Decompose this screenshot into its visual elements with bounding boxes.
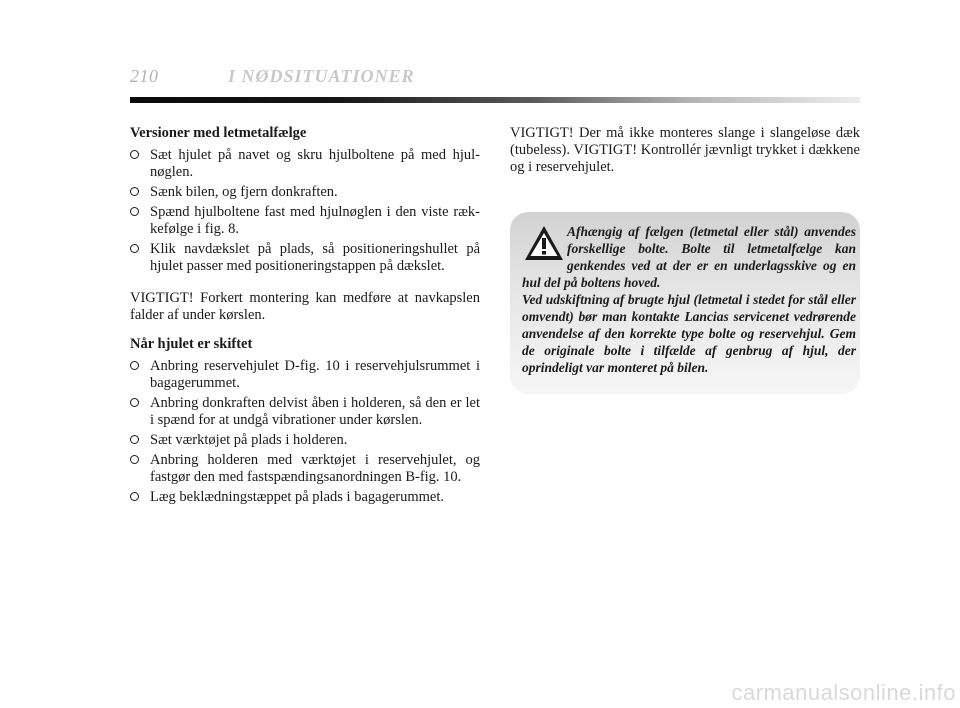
left-column <box>130 125 480 509</box>
list-item <box>130 452 480 486</box>
list-item-text: Sæt værktøjet på plads i holderen. <box>150 432 348 448</box>
circle-bullet-icon <box>130 435 139 444</box>
important-note-tubeless: VIGTIGT! Der må ikke monteres slange i slangeløse dæk (tubeless). VIGTIGT! Kontrollér jævnligt trykket i dækkene og i reservehjulet. <box>510 125 860 175</box>
list-item-text: Sæt hjulet på navet og skru hjulboltene på med hjulnøglen. <box>150 147 480 180</box>
list-item <box>130 489 480 506</box>
circle-bullet-icon <box>130 455 139 464</box>
heading-alloy-versions: Versioner med letmetalfælge <box>130 125 307 141</box>
list-item-text: Anbring holderen med værktøjet i reservehjulet, og fastgør den med fastspændingsanordningen B-fig. 10. <box>150 452 480 485</box>
header-rule <box>130 97 860 103</box>
list-item-text: Anbring donkraften delvist åben i holderen, så den er let i spænd for at undgå vibrationer under kørslen. <box>150 395 480 428</box>
right-column <box>510 125 860 176</box>
page-number: 210 <box>130 66 159 86</box>
list-item-text: Sænk bilen, og fjern donkraften. <box>150 184 338 200</box>
list-item <box>130 395 480 429</box>
list-item-text: Anbring reservehjulet D-fig. 10 i reservehjulsrummet i bagagerummet. <box>150 358 480 391</box>
section-title: I NØDSITUATIONER <box>228 66 415 86</box>
list-item <box>130 184 480 201</box>
list-item <box>130 358 480 392</box>
list-item <box>130 147 480 181</box>
list-item-text: Klik navdækslet på plads, så positioneringshullet på hjulet passer med positioneringstappen på dækslet. <box>150 241 480 274</box>
circle-bullet-icon <box>130 150 139 159</box>
warning-paragraph-replacement: Ved udskiftning af brugte hjul (letmetal i stedet for stål eller omvendt) bør man kontakte Lancias servicenet vedrørende anvendelse af den korrekte type bolte og reservehjul. Gem de originale bolte i tilfælde af genbrug af hjul, der oprindeligt var monteret på bilen. <box>522 292 856 375</box>
list-item <box>130 432 480 449</box>
warning-text <box>522 223 856 376</box>
list-item-text: Spænd hjulboltene fast med hjulnøglen i den viste rækkefølge i fig. 8. <box>150 204 480 237</box>
watermark: carmanualsonline.info <box>731 680 956 705</box>
circle-bullet-icon <box>130 244 139 253</box>
circle-bullet-icon <box>130 207 139 216</box>
list-item <box>130 204 480 238</box>
circle-bullet-icon <box>130 361 139 370</box>
list-item <box>130 241 480 275</box>
warning-paragraph-bolts: Afhængig af fælgen (letmetal eller stål) anvendes forskellige bolte. Bolte til letmetalfælge kan genkendes ved at der er en underlagsskive og en hul del på boltens hoved. <box>522 224 856 290</box>
circle-bullet-icon <box>130 398 139 407</box>
circle-bullet-icon <box>130 492 139 501</box>
important-note-hubcap: VIGTIGT! Forkert montering kan medføre at navkapslen falder af under kørslen. <box>130 290 480 323</box>
warning-box <box>510 212 860 394</box>
list-item-text: Læg beklædningstæppet på plads i bagagerummet. <box>150 489 444 505</box>
bullet-list-after-change <box>130 358 480 506</box>
bullet-list-alloy <box>130 147 480 275</box>
heading-after-change: Når hjulet er skiftet <box>130 336 253 352</box>
circle-bullet-icon <box>130 187 139 196</box>
